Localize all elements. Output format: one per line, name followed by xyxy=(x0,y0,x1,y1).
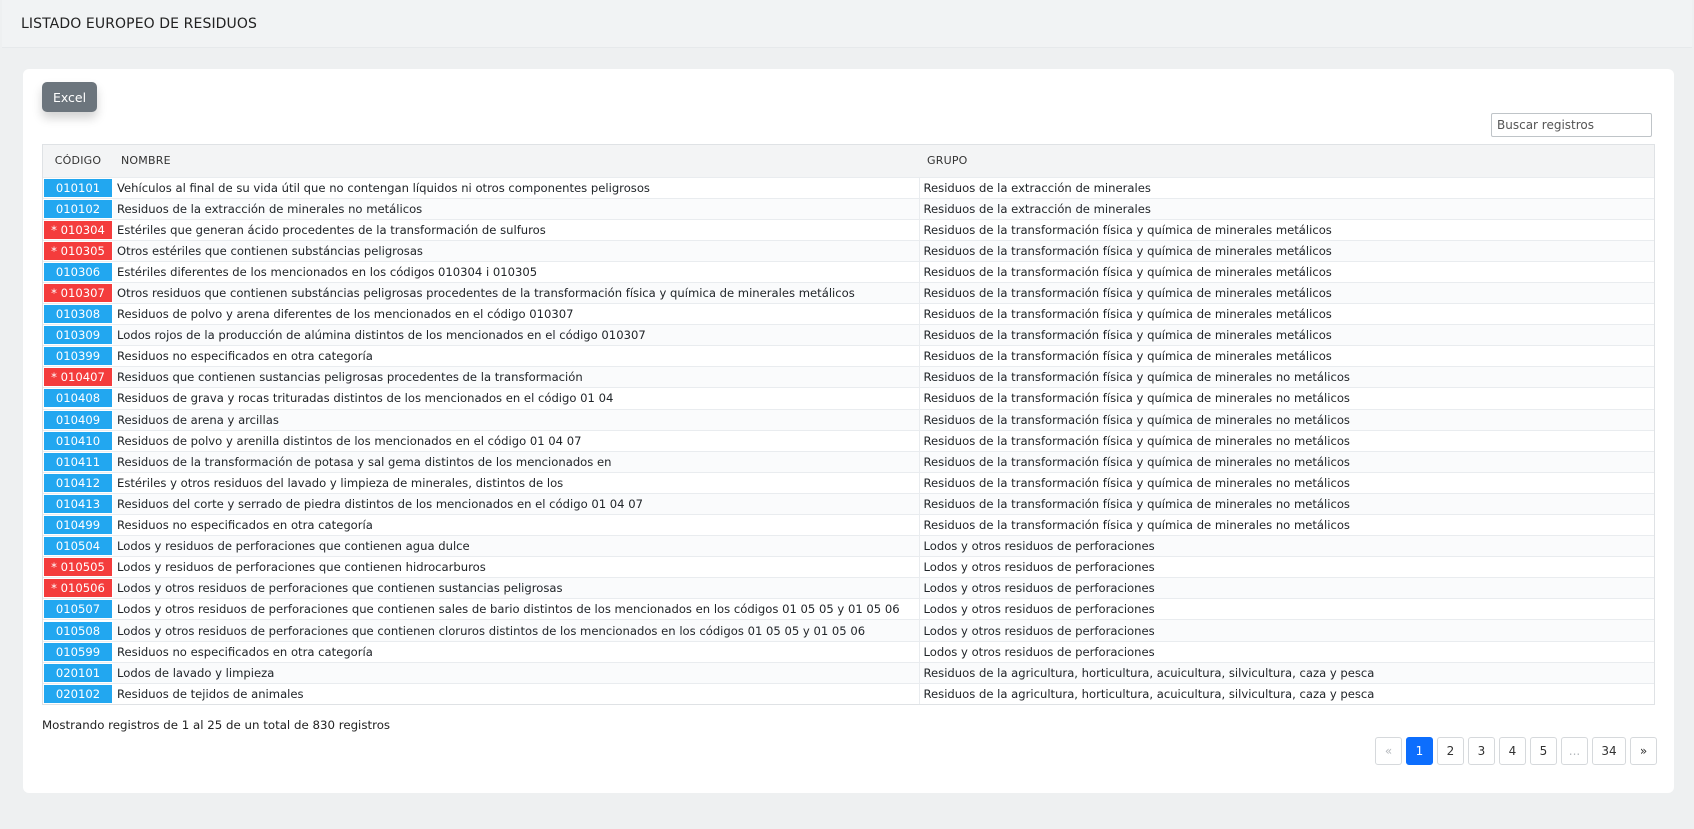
code-badge: 010508 xyxy=(44,622,112,640)
code-cell xyxy=(43,557,113,578)
code-cell xyxy=(43,367,113,388)
group-cell: Lodos y otros residuos de perforaciones xyxy=(919,536,1654,557)
group-cell: Lodos y otros residuos de perforaciones xyxy=(919,599,1654,620)
code-badge: 010411 xyxy=(44,453,112,471)
name-cell: Residuos de polvo y arena diferentes de los mencionados en el código 010307 xyxy=(113,304,919,325)
code-cell xyxy=(43,599,113,620)
name-cell: Residuos de arena y arcillas xyxy=(113,409,919,430)
page-button-2[interactable]: 2 xyxy=(1437,737,1464,765)
code-badge: 010413 xyxy=(44,495,112,513)
code-badge: 020102 xyxy=(44,685,112,703)
code-badge: 010599 xyxy=(44,643,112,661)
name-cell: Residuos del corte y serrado de piedra distintos de los mencionados en el código 01 04 07 xyxy=(113,493,919,514)
code-badge: 010410 xyxy=(44,432,112,450)
group-cell: Residuos de la agricultura, horticultura, acuicultura, silvicultura, caza y pesca xyxy=(919,683,1654,704)
name-cell: Lodos y otros residuos de perforaciones que contienen sales de bario distintos de los mencionados en los códigos 01 05 05 y 01 05 06 xyxy=(113,599,919,620)
code-badge: 010499 xyxy=(44,516,112,534)
code-badge: 010507 xyxy=(44,600,112,618)
group-cell: Residuos de la agricultura, horticultura, acuicultura, silvicultura, caza y pesca xyxy=(919,662,1654,683)
page-ellipsis: ... xyxy=(1561,737,1588,765)
next-page-button[interactable]: » xyxy=(1630,737,1657,765)
code-badge: 010306 xyxy=(44,263,112,281)
code-cell xyxy=(43,620,113,641)
table-row[interactable] xyxy=(43,177,1654,198)
name-cell: Residuos de la extracción de minerales no metálicos xyxy=(113,198,919,219)
name-cell: Lodos y otros residuos de perforaciones que contienen sustancias peligrosas xyxy=(113,578,919,599)
page-button-34[interactable]: 34 xyxy=(1592,737,1626,765)
group-cell: Residuos de la transformación física y química de minerales metálicos xyxy=(919,346,1654,367)
name-cell: Estériles y otros residuos del lavado y limpieza de minerales, distintos de los xyxy=(113,472,919,493)
name-cell: Otros residuos que contienen substáncias peligrosas procedentes de la transformación física y química de minerales metálicos xyxy=(113,282,919,303)
code-cell xyxy=(43,683,113,704)
group-cell: Lodos y otros residuos de perforaciones xyxy=(919,557,1654,578)
table-row[interactable] xyxy=(43,557,1654,578)
code-badge: 010308 xyxy=(44,305,112,323)
group-cell: Residuos de la transformación física y química de minerales metálicos xyxy=(919,219,1654,240)
table-row[interactable] xyxy=(43,683,1654,704)
table-row[interactable] xyxy=(43,388,1654,409)
code-badge: 010101 xyxy=(44,179,112,197)
code-cell xyxy=(43,282,113,303)
name-cell: Estériles que generan ácido procedentes de la transformación de sulfuros xyxy=(113,219,919,240)
code-cell xyxy=(43,304,113,325)
group-cell: Residuos de la transformación física y química de minerales metálicos xyxy=(919,240,1654,261)
group-cell: Residuos de la transformación física y química de minerales metálicos xyxy=(919,282,1654,303)
group-cell: Lodos y otros residuos de perforaciones xyxy=(919,620,1654,641)
group-cell: Residuos de la transformación física y química de minerales metálicos xyxy=(919,261,1654,282)
page-title: LISTADO EUROPEO DE RESIDUOS xyxy=(21,15,258,32)
group-cell: Residuos de la transformación física y química de minerales no metálicos xyxy=(919,451,1654,472)
table-row[interactable] xyxy=(43,536,1654,557)
table-row[interactable] xyxy=(43,346,1654,367)
code-cell xyxy=(43,472,113,493)
group-cell: Residuos de la transformación física y química de minerales no metálicos xyxy=(919,409,1654,430)
table-row[interactable] xyxy=(43,451,1654,472)
code-cell xyxy=(43,219,113,240)
code-badge: 010102 xyxy=(44,200,112,218)
main-card xyxy=(23,69,1674,793)
previous-page-button: « xyxy=(1375,737,1402,765)
code-cell xyxy=(43,515,113,536)
table-body xyxy=(43,177,1654,704)
name-cell: Vehículos al final de su vida útil que no contengan líquidos ni otros componentes peligrosos xyxy=(113,177,919,198)
code-badge: 010409 xyxy=(44,411,112,429)
hazardous-code-badge: * 010506 xyxy=(44,579,112,597)
hazardous-code-badge: * 010307 xyxy=(44,284,112,302)
search-input[interactable] xyxy=(1491,113,1652,137)
group-cell: Residuos de la transformación física y química de minerales no metálicos xyxy=(919,367,1654,388)
hazardous-code-badge: * 010407 xyxy=(44,368,112,386)
residues-table xyxy=(42,144,1655,705)
records-info: Mostrando registros de 1 al 25 de un total de 830 registros xyxy=(42,718,391,732)
code-cell xyxy=(43,536,113,557)
code-badge: 010309 xyxy=(44,326,112,344)
name-cell: Residuos que contienen sustancias peligrosas procedentes de la transformación xyxy=(113,367,919,388)
table-row[interactable] xyxy=(43,599,1654,620)
group-cell: Residuos de la transformación física y química de minerales metálicos xyxy=(919,325,1654,346)
table-row[interactable] xyxy=(43,240,1654,261)
code-cell xyxy=(43,325,113,346)
name-cell: Residuos no especificados en otra categoría xyxy=(113,641,919,662)
table-row[interactable] xyxy=(43,409,1654,430)
hazardous-code-badge: * 010505 xyxy=(44,558,112,576)
group-cell: Lodos y otros residuos de perforaciones xyxy=(919,578,1654,599)
page-button-5[interactable]: 5 xyxy=(1530,737,1557,765)
page-button-1[interactable]: 1 xyxy=(1406,737,1433,765)
code-cell xyxy=(43,240,113,261)
name-cell: Lodos rojos de la producción de alúmina distintos de los mencionados en el código 010307 xyxy=(113,325,919,346)
group-cell: Residuos de la extracción de minerales xyxy=(919,177,1654,198)
table-row[interactable] xyxy=(43,304,1654,325)
name-cell: Residuos no especificados en otra categoría xyxy=(113,515,919,536)
table-row[interactable] xyxy=(43,325,1654,346)
table-row[interactable] xyxy=(43,641,1654,662)
code-badge: 010408 xyxy=(44,389,112,407)
code-cell xyxy=(43,662,113,683)
name-cell: Estériles diferentes de los mencionados en los códigos 010304 i 010305 xyxy=(113,261,919,282)
column-header-code[interactable]: CÓDIGO xyxy=(54,154,102,168)
table-row[interactable] xyxy=(43,261,1654,282)
page-header xyxy=(2,0,1692,48)
table-row[interactable] xyxy=(43,430,1654,451)
group-cell: Residuos de la transformación física y química de minerales no metálicos xyxy=(919,515,1654,536)
name-cell: Lodos y residuos de perforaciones que contienen agua dulce xyxy=(113,536,919,557)
name-cell: Residuos de grava y rocas trituradas distintos de los mencionados en el código 01 04 xyxy=(113,388,919,409)
column-header-group[interactable]: GRUPO xyxy=(927,154,968,168)
page-button-4[interactable]: 4 xyxy=(1499,737,1526,765)
name-cell: Otros estériles que contienen substáncias peligrosas xyxy=(113,240,919,261)
name-cell: Residuos no especificados en otra categoría xyxy=(113,346,919,367)
code-cell xyxy=(43,177,113,198)
code-cell xyxy=(43,430,113,451)
group-cell: Residuos de la extracción de minerales xyxy=(919,198,1654,219)
name-cell: Residuos de la transformación de potasa y sal gema distintos de los mencionados en xyxy=(113,451,919,472)
table-row[interactable] xyxy=(43,493,1654,514)
code-cell xyxy=(43,346,113,367)
pagination xyxy=(1375,737,1657,765)
name-cell: Lodos y residuos de perforaciones que contienen hidrocarburos xyxy=(113,557,919,578)
table-row[interactable] xyxy=(43,198,1654,219)
code-cell xyxy=(43,409,113,430)
code-badge: 020101 xyxy=(44,664,112,682)
table-row[interactable] xyxy=(43,620,1654,641)
page-button-3[interactable]: 3 xyxy=(1468,737,1495,765)
code-badge: 010399 xyxy=(44,347,112,365)
group-cell: Residuos de la transformación física y química de minerales metálicos xyxy=(919,304,1654,325)
table-row[interactable] xyxy=(43,662,1654,683)
code-cell xyxy=(43,451,113,472)
table-row[interactable] xyxy=(43,367,1654,388)
group-cell: Residuos de la transformación física y química de minerales no metálicos xyxy=(919,493,1654,514)
table-row[interactable] xyxy=(43,282,1654,303)
code-cell xyxy=(43,578,113,599)
column-header-name[interactable]: NOMBRE xyxy=(121,154,171,168)
table-row[interactable] xyxy=(43,578,1654,599)
name-cell: Residuos de polvo y arenilla distintos de los mencionados en el código 01 04 07 xyxy=(113,430,919,451)
code-cell xyxy=(43,261,113,282)
code-badge: 010412 xyxy=(44,474,112,492)
code-cell xyxy=(43,493,113,514)
hazardous-code-badge: * 010304 xyxy=(44,221,112,239)
table-header-row xyxy=(43,145,1654,177)
group-cell: Residuos de la transformación física y química de minerales no metálicos xyxy=(919,472,1654,493)
name-cell: Lodos y otros residuos de perforaciones que contienen cloruros distintos de los mencionados en los códigos 01 05 05 y 01 05 06 xyxy=(113,620,919,641)
group-cell: Residuos de la transformación física y química de minerales no metálicos xyxy=(919,388,1654,409)
group-cell: Lodos y otros residuos de perforaciones xyxy=(919,641,1654,662)
table-row[interactable] xyxy=(43,515,1654,536)
code-cell xyxy=(43,198,113,219)
group-cell: Residuos de la transformación física y química de minerales no metálicos xyxy=(919,430,1654,451)
name-cell: Residuos de tejidos de animales xyxy=(113,683,919,704)
code-cell xyxy=(43,641,113,662)
hazardous-code-badge: * 010305 xyxy=(44,242,112,260)
code-cell xyxy=(43,388,113,409)
code-badge: 010504 xyxy=(44,537,112,555)
table-row[interactable] xyxy=(43,472,1654,493)
name-cell: Lodos de lavado y limpieza xyxy=(113,662,919,683)
excel-export-button[interactable]: Excel xyxy=(42,82,97,112)
table-row[interactable] xyxy=(43,219,1654,240)
